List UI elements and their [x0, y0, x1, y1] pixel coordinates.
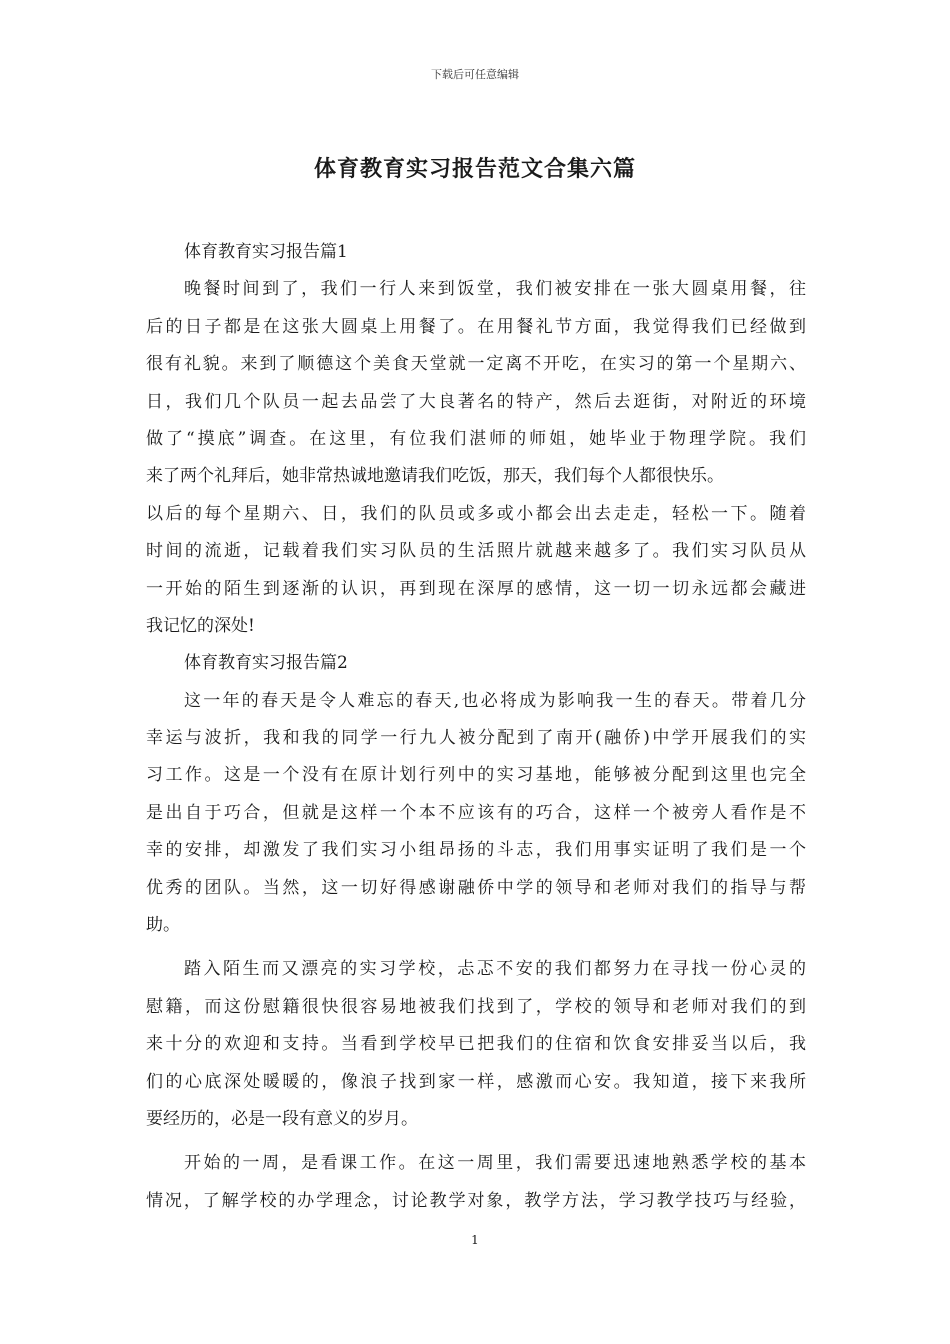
page-header: 下载后可任意编辑 — [431, 68, 519, 81]
text-line: 情况，了解学校的办学理念，讨论教学对象，教学方法，学习教学技巧与经验， — [146, 1190, 806, 1211]
page-number: 1 — [471, 1233, 479, 1247]
text-line: 一开始的陌生到逐渐的认识，再到现在深厚的感情，这一切一切永远都会藏进 — [146, 578, 806, 599]
text-line: 以后的每个星期六、日，我们的队员或多或小都会出去走走，轻松一下。随着 — [146, 503, 806, 524]
text-line: 来十分的欢迎和支持。当看到学校早已把我们的住宿和饮食安排妥当以后，我 — [146, 1034, 806, 1055]
text-line: 晚餐时间到了，我们一行人来到饭堂，我们被安排在一张大圆桌用餐，往 — [184, 279, 806, 300]
paragraph-gap — [146, 944, 806, 951]
text-line: 助。 — [146, 915, 180, 936]
text-line: 后的日子都是在这张大圆桌上用餐了。在用餐礼节方面，我觉得我们已经做到 — [146, 316, 806, 337]
text-line: 日，我们几个队员一起去品尝了大良著名的特产，然后去逛街，对附近的环境 — [146, 391, 806, 412]
text-line: 时间的流逝，记载着我们实习队员的生活照片就越来越多了。我们实习队员从 — [146, 541, 806, 562]
text-line: 体育教育实习报告篇1 — [184, 242, 348, 262]
text-line: 是出自于巧合，但就是这样一个本不应该有的巧合，这样一个被旁人看作是不 — [146, 802, 806, 823]
text-line: 踏入陌生而又漂亮的实习学校，忐忑不安的我们都努力在寻找一份心灵的 — [184, 959, 806, 980]
text-line: 优秀的团队。当然，这一切好得感谢融侨中学的领导和老师对我们的指导与帮 — [146, 877, 806, 898]
text-line: 慰籍，而这份慰籍很快很容易地被我们找到了，学校的领导和老师对我们的到 — [146, 996, 806, 1017]
text-line: 做了“摸底”调查。在这里，有位我们湛师的师姐，她毕业于物理学院。我们 — [146, 428, 806, 449]
paragraph-gap — [146, 1138, 806, 1145]
document-title: 体育教育实习报告范文合集六篇 — [313, 156, 636, 182]
text-line: 们的心底深处暖暖的，像浪子找到家一样，感激而心安。我知道，接下来我所 — [146, 1071, 806, 1092]
text-line: 要经历的，必是一段有意义的岁月。 — [146, 1108, 418, 1129]
text-line: 来了两个礼拜后，她非常热诚地邀请我们吃饭，那天，我们每个人都很快乐。 — [146, 466, 724, 487]
text-line: 体育教育实习报告篇2 — [184, 653, 348, 674]
text-line: 幸的安排，却激发了我们实习小组昂扬的斗志，我们用事实证明了我们是一个 — [146, 840, 806, 861]
text-line: 我记忆的深处! — [146, 615, 255, 636]
text-line: 习工作。这是一个没有在原计划行列中的实习基地，能够被分配到这里也完全 — [146, 765, 806, 786]
text-line: 这一年的春天是令人难忘的春天,也必将成为影响我一生的春天。带着几分 — [184, 690, 806, 711]
text-line: 开始的一周，是看课工作。在这一周里，我们需要迅速地熟悉学校的基本 — [184, 1153, 806, 1174]
text-line: 幸运与波折，我和我的同学一行九人被分配到了南开(融侨)中学开展我们的实 — [146, 728, 806, 749]
document-body — [146, 234, 806, 1220]
text-line: 很有礼貌。来到了顺德这个美食天堂就一定离不开吃，在实习的第一个星期六、 — [146, 354, 806, 375]
